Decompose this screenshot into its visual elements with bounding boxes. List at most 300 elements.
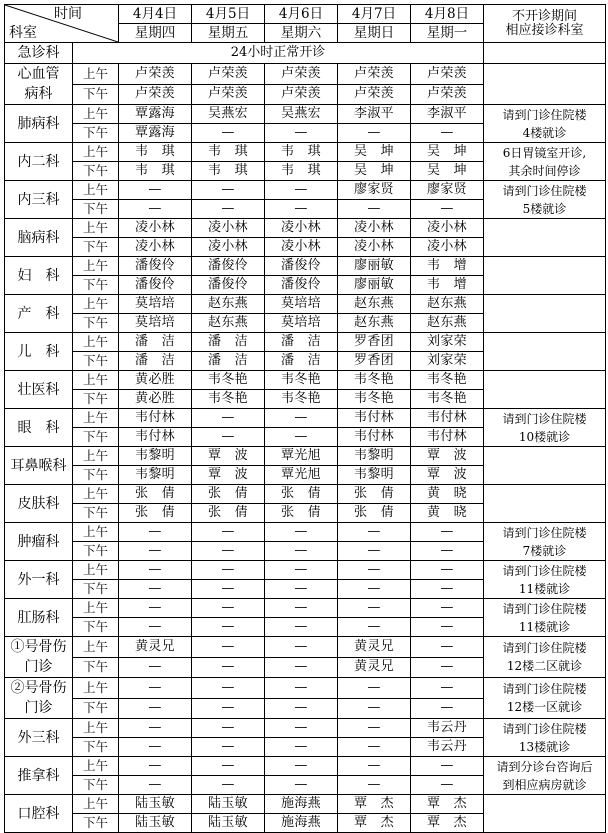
header-weekday-1: 星期四: [119, 24, 192, 43]
doctor-cell: 张 倩: [338, 504, 411, 523]
period-cell: 上午: [73, 257, 119, 276]
department-name: [5, 257, 73, 295]
department-name: [5, 64, 73, 105]
doctor-cell: —: [192, 542, 265, 561]
corner-dept-label: 科室: [9, 25, 37, 41]
referral-note-line: 请到分诊台咨询后: [496, 759, 593, 774]
doctor-cell: 韦冬艳: [338, 371, 411, 390]
referral-note: [484, 678, 606, 719]
department-name-line: 门诊: [24, 700, 53, 716]
department-name-line: 壮医科: [17, 381, 60, 398]
doctor-cell: 覃 杰: [338, 814, 411, 833]
doctor-cell: 张 倩: [192, 485, 265, 504]
doctor-cell: 黄必胜: [119, 371, 192, 390]
doctor-cell: —: [411, 637, 484, 658]
doctor-cell: —: [119, 580, 192, 599]
department-name: [5, 637, 73, 678]
header-note-line-2: 相应接诊科室: [505, 22, 584, 38]
referral-note-line: 请到门诊住院楼: [502, 411, 587, 426]
doctor-cell: —: [265, 757, 338, 776]
doctor-cell: 卢荣羡: [411, 64, 484, 85]
department-name-line: 口腔科: [17, 805, 60, 822]
doctor-cell: 覃 波: [192, 447, 265, 466]
doctor-cell: 吴 坤: [411, 162, 484, 181]
doctor-cell: 韦黎明: [119, 466, 192, 485]
doctor-cell: 莫培培: [265, 295, 338, 314]
header-date-5: 4月8日: [411, 5, 484, 24]
doctor-cell: 覃光旭: [265, 447, 338, 466]
department-name: [5, 333, 73, 371]
doctor-cell: 赵东燕: [411, 295, 484, 314]
doctor-cell: 莫培培: [119, 314, 192, 333]
department-name: [5, 371, 73, 409]
doctor-cell: 凌小林: [411, 219, 484, 238]
doctor-cell: 韦冬艳: [411, 371, 484, 390]
doctor-cell: —: [119, 698, 192, 719]
doctor-cell: —: [265, 181, 338, 200]
doctor-cell: —: [192, 428, 265, 447]
doctor-cell: —: [192, 719, 265, 738]
referral-note: [484, 637, 606, 678]
doctor-cell: 凌小林: [119, 238, 192, 257]
period-cell: 上午: [73, 678, 119, 699]
referral-note: [484, 371, 606, 409]
doctor-cell: —: [338, 698, 411, 719]
department-name-line: 外一科: [17, 571, 60, 588]
doctor-cell: 韦付林: [338, 428, 411, 447]
doctor-cell: 韦付林: [338, 409, 411, 428]
doctor-cell: —: [338, 124, 411, 143]
doctor-cell: —: [265, 698, 338, 719]
doctor-cell: 廖家贤: [411, 181, 484, 200]
doctor-cell: 吴 坤: [338, 143, 411, 162]
doctor-cell: —: [119, 561, 192, 580]
schedule-row: [5, 599, 606, 618]
doctor-cell: 莫培培: [119, 295, 192, 314]
doctor-cell: —: [265, 428, 338, 447]
period-cell: 上午: [73, 64, 119, 85]
schedule-row: [5, 637, 606, 658]
doctor-cell: 黄灵兄: [338, 637, 411, 658]
doctor-cell: —: [411, 678, 484, 699]
doctor-cell: —: [192, 637, 265, 658]
period-cell: 上午: [73, 143, 119, 162]
doctor-cell: —: [192, 678, 265, 699]
doctor-cell: —: [119, 678, 192, 699]
doctor-cell: 潘 洁: [265, 333, 338, 352]
department-name: [5, 447, 73, 485]
doctor-cell: 黄必胜: [119, 390, 192, 409]
doctor-cell: 莫培培: [265, 314, 338, 333]
department-name: [5, 219, 73, 257]
doctor-cell: 韦冬艳: [265, 371, 338, 390]
doctor-cell: 陆玉敏: [119, 814, 192, 833]
department-name-line: ②号骨伤: [10, 680, 67, 696]
department-name: [5, 105, 73, 143]
doctor-cell: 韦冬艳: [265, 390, 338, 409]
doctor-cell: 韦付林: [119, 409, 192, 428]
doctor-cell: —: [265, 678, 338, 699]
doctor-cell: 刘家荣: [411, 333, 484, 352]
referral-note-line: 请到门诊住院楼: [502, 525, 587, 540]
doctor-cell: —: [265, 542, 338, 561]
department-name: [5, 795, 73, 833]
doctor-cell: 黄灵兄: [338, 657, 411, 678]
referral-note: [484, 485, 606, 523]
period-cell: 上午: [73, 637, 119, 658]
schedule-row: [5, 561, 606, 580]
period-cell: 下午: [73, 238, 119, 257]
doctor-cell: 凌小林: [265, 238, 338, 257]
doctor-cell: 韦冬艳: [411, 390, 484, 409]
doctor-cell: —: [265, 719, 338, 738]
department-name-line: 心血管: [17, 66, 60, 82]
header-date-2: 4月5日: [192, 5, 265, 24]
doctor-cell: —: [119, 200, 192, 219]
doctor-cell: 韦 琪: [119, 143, 192, 162]
referral-note-line: 请到门诊住院楼: [502, 107, 587, 122]
doctor-cell: 施海燕: [265, 814, 338, 833]
doctor-cell: 施海燕: [265, 795, 338, 814]
doctor-cell: 吴燕宏: [265, 105, 338, 124]
period-cell: 下午: [73, 162, 119, 181]
doctor-cell: 潘 洁: [119, 333, 192, 352]
doctor-cell: 赵东燕: [338, 314, 411, 333]
doctor-cell: 凌小林: [265, 219, 338, 238]
doctor-cell: —: [192, 599, 265, 618]
header-date-4: 4月7日: [338, 5, 411, 24]
department-name: [5, 485, 73, 523]
doctor-cell: 黄灵兄: [119, 637, 192, 658]
schedule-row: [5, 757, 606, 776]
schedule-row: [5, 333, 606, 352]
doctor-cell: 覃 波: [411, 447, 484, 466]
period-cell: 上午: [73, 181, 119, 200]
doctor-cell: 凌小林: [338, 238, 411, 257]
doctor-cell: —: [411, 523, 484, 542]
doctor-cell: 韦黎明: [119, 447, 192, 466]
doctor-cell: 潘俊伶: [119, 276, 192, 295]
doctor-cell: 覃 波: [411, 466, 484, 485]
period-cell: 下午: [73, 542, 119, 561]
doctor-cell: 卢荣羡: [119, 84, 192, 105]
doctor-cell: —: [338, 776, 411, 795]
period-cell: 下午: [73, 618, 119, 637]
period-cell: 下午: [73, 314, 119, 333]
doctor-cell: —: [265, 776, 338, 795]
schedule-row: [5, 181, 606, 200]
doctor-cell: 廖丽敏: [338, 276, 411, 295]
doctor-cell: 潘 洁: [192, 352, 265, 371]
period-cell: 下午: [73, 428, 119, 447]
department-name: [5, 757, 73, 795]
doctor-cell: 卢荣羡: [411, 84, 484, 105]
period-cell: 上午: [73, 599, 119, 618]
period-cell: 上午: [73, 219, 119, 238]
period-cell: 上午: [73, 447, 119, 466]
doctor-cell: —: [338, 678, 411, 699]
doctor-cell: 韦 琪: [119, 162, 192, 181]
period-cell: 下午: [73, 200, 119, 219]
doctor-cell: 韦付林: [411, 409, 484, 428]
doctor-cell: 赵东燕: [411, 314, 484, 333]
referral-note: [484, 257, 606, 295]
doctor-cell: —: [265, 599, 338, 618]
department-name-line: 肺病科: [17, 115, 60, 132]
doctor-cell: 罗香团: [338, 333, 411, 352]
doctor-cell: 廖家贤: [338, 181, 411, 200]
doctor-cell: —: [411, 561, 484, 580]
doctor-cell: 陆玉敏: [192, 795, 265, 814]
doctor-cell: 凌小林: [192, 238, 265, 257]
department-name: [5, 678, 73, 719]
period-cell: 下午: [73, 466, 119, 485]
doctor-cell: —: [192, 618, 265, 637]
doctor-cell: 卢荣羡: [265, 64, 338, 85]
doctor-cell: 凌小林: [192, 219, 265, 238]
referral-note: [484, 409, 606, 447]
doctor-cell: 吴燕宏: [192, 105, 265, 124]
doctor-cell: 韦黎明: [338, 466, 411, 485]
doctor-cell: 覃露海: [119, 124, 192, 143]
doctor-cell: 张 倩: [119, 504, 192, 523]
doctor-cell: 黄 晓: [411, 504, 484, 523]
doctor-cell: 吴 坤: [411, 143, 484, 162]
department-name-line: 内二科: [17, 153, 60, 170]
referral-note-line: 请到门诊住院楼: [502, 682, 587, 696]
referral-note-line: 4楼就诊: [522, 125, 567, 140]
department-name: [5, 719, 73, 757]
period-cell: 下午: [73, 276, 119, 295]
doctor-cell: 潘俊伶: [192, 276, 265, 295]
doctor-cell: —: [411, 698, 484, 719]
doctor-cell: 韦黎明: [338, 447, 411, 466]
doctor-cell: 凌小林: [338, 219, 411, 238]
doctor-cell: 李淑平: [338, 105, 411, 124]
doctor-cell: —: [192, 757, 265, 776]
period-cell: 下午: [73, 124, 119, 143]
doctor-cell: —: [338, 738, 411, 757]
doctor-cell: —: [265, 124, 338, 143]
doctor-cell: —: [192, 738, 265, 757]
period-cell: 上午: [73, 795, 119, 814]
doctor-cell: —: [338, 618, 411, 637]
period-cell: 下午: [73, 352, 119, 371]
doctor-cell: —: [192, 580, 265, 599]
department-name-line: 耳鼻喉科: [10, 457, 67, 474]
doctor-cell: 张 倩: [265, 504, 338, 523]
doctor-cell: —: [119, 776, 192, 795]
period-cell: 下午: [73, 504, 119, 523]
doctor-cell: 赵东燕: [192, 314, 265, 333]
header-row-dates: [5, 5, 606, 24]
period-cell: 上午: [73, 333, 119, 352]
department-name-line: 内三科: [17, 191, 60, 208]
header-weekday-4: 星期日: [338, 24, 411, 43]
department-name-line: 推拿科: [17, 767, 60, 784]
referral-note: [484, 447, 606, 485]
period-cell: 上午: [73, 105, 119, 124]
department-name: [5, 143, 73, 181]
doctor-cell: 卢荣羡: [192, 64, 265, 85]
schedule-row: [5, 105, 606, 124]
doctor-cell: —: [265, 561, 338, 580]
doctor-cell: 罗香团: [338, 352, 411, 371]
doctor-cell: 黄 晓: [411, 485, 484, 504]
referral-note: [484, 757, 606, 795]
department-name: [5, 409, 73, 447]
schedule-row: [5, 295, 606, 314]
doctor-cell: 卢荣羡: [338, 64, 411, 85]
doctor-cell: 覃 波: [192, 466, 265, 485]
department-name: [5, 523, 73, 561]
doctor-cell: —: [192, 409, 265, 428]
schedule-row: [5, 447, 606, 466]
doctor-cell: —: [192, 561, 265, 580]
header-note: [484, 5, 606, 43]
roster-body: [5, 5, 606, 833]
schedule-row: [5, 523, 606, 542]
doctor-cell: —: [192, 657, 265, 678]
schedule-row: [5, 409, 606, 428]
doctor-cell: 卢荣羡: [119, 64, 192, 85]
doctor-cell: —: [338, 757, 411, 776]
doctor-cell: 张 倩: [119, 485, 192, 504]
doctor-cell: 陆玉敏: [192, 814, 265, 833]
referral-note: [484, 795, 606, 833]
doctor-cell: 潘俊伶: [265, 257, 338, 276]
referral-note: [484, 295, 606, 333]
doctor-cell: —: [338, 580, 411, 599]
doctor-cell: —: [338, 523, 411, 542]
referral-note-line: 11楼就诊: [518, 581, 571, 596]
referral-note-line: 5楼就诊: [522, 201, 567, 216]
doctor-cell: 李淑平: [411, 105, 484, 124]
referral-note: [484, 719, 606, 757]
period-cell: 上午: [73, 719, 119, 738]
referral-note-line: 11楼就诊: [518, 619, 571, 634]
schedule-row: [5, 64, 606, 85]
doctor-cell: 韦 琪: [192, 162, 265, 181]
referral-note: [484, 105, 606, 143]
referral-note-line: 请到门诊住院楼: [502, 721, 587, 736]
period-cell: 下午: [73, 84, 119, 105]
doctor-cell: —: [265, 657, 338, 678]
doctor-cell: 凌小林: [411, 238, 484, 257]
referral-note: [484, 143, 606, 181]
header-weekday-3: 星期六: [265, 24, 338, 43]
emergency-open-text: 24小时正常开诊: [73, 43, 484, 64]
period-cell: 上午: [73, 409, 119, 428]
referral-note: [484, 333, 606, 371]
emergency-row: [5, 43, 606, 64]
department-name-line: 肛肠科: [17, 609, 60, 626]
period-cell: 下午: [73, 390, 119, 409]
referral-note-line: 10楼就诊: [518, 429, 571, 444]
department-name-line: 妇 科: [17, 267, 60, 284]
doctor-cell: 覃 杰: [411, 795, 484, 814]
department-name-line: 儿 科: [17, 343, 60, 360]
doctor-cell: —: [338, 599, 411, 618]
doctor-cell: 卢荣羡: [192, 84, 265, 105]
referral-note: [484, 599, 606, 637]
emergency-dept-name: 急诊科: [5, 43, 73, 64]
department-name-line: 外三科: [17, 729, 60, 746]
referral-note-line: 请到门诊住院楼: [502, 641, 587, 655]
doctor-cell: 廖丽敏: [338, 257, 411, 276]
doctor-cell: 张 倩: [192, 504, 265, 523]
department-name-line: 眼 科: [17, 419, 60, 436]
doctor-cell: 潘 洁: [265, 352, 338, 371]
doctor-cell: 韦冬艳: [192, 390, 265, 409]
doctor-cell: 卢荣羡: [265, 84, 338, 105]
referral-note-line: 13楼就诊: [518, 739, 571, 754]
doctor-cell: 卢荣羡: [338, 84, 411, 105]
schedule-row: [5, 143, 606, 162]
emergency-note-cell: [484, 43, 606, 64]
doctor-cell: 韦冬艳: [338, 390, 411, 409]
doctor-cell: 张 倩: [265, 485, 338, 504]
period-cell: 下午: [73, 814, 119, 833]
doctor-cell: —: [265, 200, 338, 219]
doctor-cell: —: [119, 657, 192, 678]
doctor-cell: 潘俊伶: [119, 257, 192, 276]
doctor-cell: —: [411, 580, 484, 599]
doctor-cell: 覃 杰: [411, 814, 484, 833]
doctor-cell: —: [192, 776, 265, 795]
doctor-cell: 覃露海: [119, 105, 192, 124]
department-name: [5, 561, 73, 599]
header-date-1: 4月4日: [119, 5, 192, 24]
doctor-cell: 潘 洁: [192, 333, 265, 352]
doctor-cell: —: [192, 181, 265, 200]
doctor-cell: 韦冬艳: [192, 371, 265, 390]
doctor-cell: —: [192, 698, 265, 719]
period-cell: 上午: [73, 485, 119, 504]
doctor-cell: —: [119, 719, 192, 738]
doctor-cell: 覃光旭: [265, 466, 338, 485]
schedule-row: [5, 678, 606, 699]
doctor-cell: —: [119, 599, 192, 618]
doctor-cell: 刘家荣: [411, 352, 484, 371]
schedule-row: [5, 257, 606, 276]
doctor-cell: 韦 琪: [192, 143, 265, 162]
doctor-cell: —: [265, 637, 338, 658]
doctor-cell: —: [411, 124, 484, 143]
doctor-cell: —: [411, 599, 484, 618]
doctor-cell: —: [192, 124, 265, 143]
doctor-cell: —: [411, 776, 484, 795]
doctor-cell: —: [265, 523, 338, 542]
doctor-cell: 凌小林: [119, 219, 192, 238]
header-corner: [5, 5, 119, 43]
department-name-line: 肿瘤科: [17, 533, 60, 550]
doctor-cell: —: [338, 542, 411, 561]
header-note-line-1: 不开诊期间: [511, 8, 577, 24]
header-weekday-5: 星期一: [411, 24, 484, 43]
doctor-cell: 吴 坤: [338, 162, 411, 181]
doctor-cell: —: [338, 561, 411, 580]
doctor-cell: —: [265, 580, 338, 599]
doctor-cell: —: [265, 618, 338, 637]
doctor-cell: 陆玉敏: [119, 795, 192, 814]
schedule-row: [5, 219, 606, 238]
referral-note: [484, 219, 606, 257]
period-cell: 上午: [73, 561, 119, 580]
referral-note: [484, 561, 606, 599]
doctor-cell: 韦 琪: [265, 143, 338, 162]
doctor-cell: 韦 增: [411, 276, 484, 295]
